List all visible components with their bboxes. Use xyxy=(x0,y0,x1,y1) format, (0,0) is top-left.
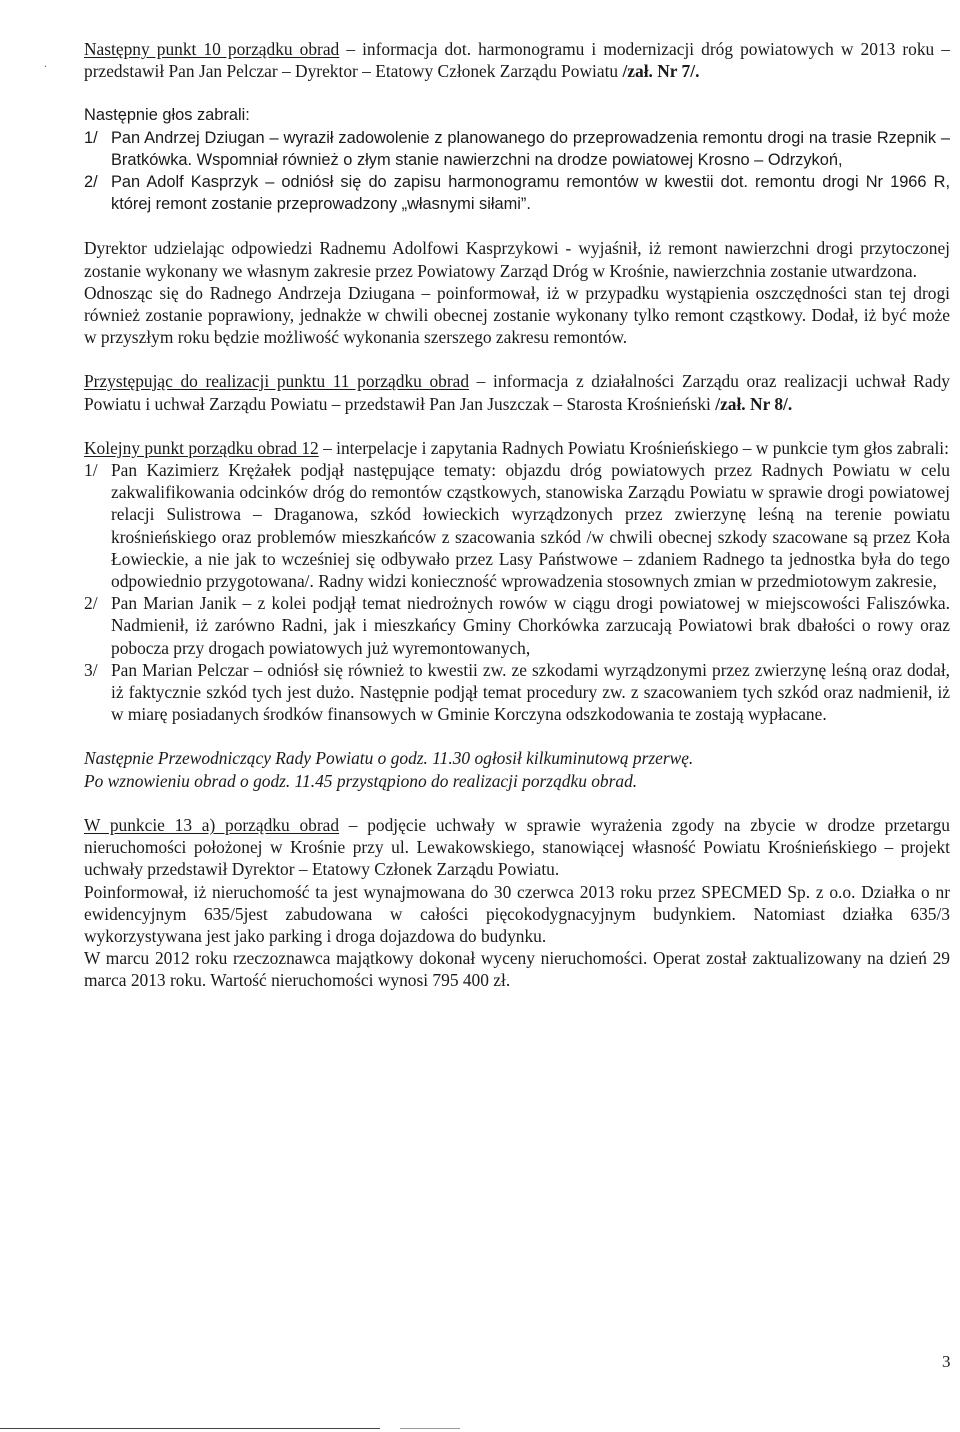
paragraph-point-12 xyxy=(84,437,950,459)
list-item-text: Pan Kazimierz Krężałek podjął następujące tematy: objazdu dróg powiatowych przez Radnych Powiatu w celu zakwalifikowania odcinków dróg do remontów cząstkowych, stanowiska Zarządu Powiatu w sprawie drogi powiatowej relacji Sulistrowa – Draganowa, szkód łowieckich wyrządzonych przez zwierzynę leśną na terenie powiatu krośnieńskiego oraz problemów mieszkańców z szacowania szkód /w chwili obecnej szkody szacowane są przez Koła Łowieckie, a nie jak to wcześniej się odbywało przez Lasy Państwowe – zdaniem Radnego ta jednostka była do tego odpowiednio przygotowana/. Radny widzi konieczność wprowadzenia stosownych zmian w przedmiotowym zakresie, xyxy=(111,460,950,592)
list-item xyxy=(84,659,950,726)
break-announcement: Następnie Przewodniczący Rady Powiatu o godz. 11.30 ogłosił kilkuminutową przerwę. xyxy=(84,748,694,769)
paragraph-property-info: Poinformował, iż nieruchomość ta jest wynajmowana do 30 czerwca 2013 roku przez SPECMED Sp. z o.o. Działka o nr ewidencyjnym 635/5jest zabudowana w całości pięcokodygnacyjnym budynkiem. Natomiast działka 635/3 wykorzystywana jest jako parking i droga dojazdowa do budynku. xyxy=(84,881,950,946)
list-item-text: Pan Adolf Kasprzyk – odniósł się do zapisu harmonogramu remontów w kwestii dot. remontu drogi Nr 1966 R, której remont zostanie przeprowadzony „własnymi siłami”. xyxy=(111,173,950,214)
list-item xyxy=(84,592,950,659)
paragraph-valuation: W marcu 2012 roku rzeczoznawca majątkowy dokonał wyceny nieruchomości. Operat został zaktualizowany na dzień 29 marca 2013 roku. Wartość nieruchomości wynosi 795 400 zł. xyxy=(84,948,950,991)
attachment-7-ref: /zał. Nr 7/. xyxy=(622,61,700,82)
list-item-text: Pan Marian Janik – z kolei podjął temat niedrożnych rowów w ciągu drogi powiatowej w miejscowości Faliszówka. Nadmienił, iż zarówno Radni, jak i mieszkańcy Gminy Chorkówka zarzucają Powiatowi brak dbałości o rowy oraz pobocza przy drogach powiatowych już wyremontowanych, xyxy=(111,593,950,658)
point-10-heading: Następny punkt 10 porządku obrad xyxy=(84,39,340,59)
speakers-heading: Następnie głos zabrali: xyxy=(84,106,250,125)
footer-rule xyxy=(0,1428,380,1429)
point-12-heading: Kolejny punkt porządku obrad 12 xyxy=(84,437,319,458)
point-11-heading: Przystępując do realizacji punktu 11 porządku obrad xyxy=(84,371,470,392)
page-number: 3 xyxy=(942,1352,951,1371)
point-10-text: – informacja dot. harmonogramu i modernizacji dróg powiatowych w 2013 roku – przedstawił Pan Jan Pelczar – Dyrektor – Etatowy Członek Zarządu Powiatu xyxy=(84,39,950,82)
list-item-number: 3/ xyxy=(84,659,98,680)
point-13a-heading: W punkcie 13 a) porządku obrad xyxy=(84,814,340,835)
attachment-8-ref: /zał. Nr 8/. xyxy=(715,393,793,414)
list-item xyxy=(84,171,950,215)
paragraph-point-11 xyxy=(84,370,950,414)
footer-rule-fragment xyxy=(400,1428,460,1429)
speakers-block xyxy=(84,104,950,215)
paragraph-director-reply-2: Odnosząc się do Radnego Andrzeja Dziugana – poinformował, iż w przypadku wystąpienia oszczędności stan tej drogi również zostanie poprawiony, jednakże w chwili obecnej zostanie wykonany tylko remont cząstkowy. Dodał, iż być może w przyszłym roku będzie możliwość wykonania szerszego zakresu remontów. xyxy=(84,282,950,348)
scan-speck: . xyxy=(44,56,47,70)
point-13a-text: – podjęcie uchwały w sprawie wyrażenia zgody na zbycie w drodze przetargu nieruchomości położonej w Krośnie przy ul. Lewakowskiego, stanowiącej własność Powiatu Krośnieńskiego – projekt uchwały przedstawił Dyrektor – Etatowy Członek Zarządu Powiatu. xyxy=(84,814,950,880)
list-item xyxy=(84,127,950,171)
list-item-number: 2/ xyxy=(84,173,98,192)
point-11-text: – informacja z działalności Zarządu oraz realizacji uchwał Rady Powiatu i uchwał Zarządu Powiatu – przedstawił Pan Jan Juszczak – Starosta Krośnieński xyxy=(84,371,950,414)
document-body xyxy=(84,38,950,992)
paragraph-point-10 xyxy=(84,38,950,82)
point-12-text: – interpelacje i zapytania Radnych Powiatu Krośnieńskiego – w punkcie tym głos zabrali: xyxy=(318,437,949,458)
list-item-text: Pan Andrzej Dziugan – wyraził zadowolenie z planowanego do przeprowadzenia remontu drogi na trasie Rzepnik – Bratkówka. Wspomniał również o złym stanie nawierzchni na drodze powiatowej Krosno – Odrzykoń, xyxy=(111,128,950,169)
paragraph-director-reply: Dyrektor udzielając odpowiedzi Radnemu Adolfowi Kasprzykowi - wyjaśnił, iż remont nawierzchni drogi przytoczonej zostanie wykonany we własnym zakresie przez Powiatowy Zarząd Dróg w Krośnie, nawierzchnia zostanie utwardzona. xyxy=(84,238,950,281)
list-item-number: 2/ xyxy=(84,593,98,614)
list-item xyxy=(84,459,950,592)
paragraph-point-13a xyxy=(84,814,950,881)
list-item-number: 1/ xyxy=(84,460,98,481)
list-item-number: 1/ xyxy=(84,128,98,147)
list-item-text: Pan Marian Pelczar – odniósł się również to kwestii zw. ze szkodami wyrządzonymi przez zwierzynę leśną oraz dodał, iż faktycznie szkód tych jest dużo. Następnie podjął temat procedury zw. z szacowaniem tych szkód oraz nadmienił, iż w miarę posiadanych środków finansowych w Gminie Korczyna odszkodowania te zostają wypłacane. xyxy=(111,659,950,725)
resumption-note: Po wznowieniu obrad o godz. 11.45 przystąpiono do realizacji porządku obrad. xyxy=(84,770,638,791)
